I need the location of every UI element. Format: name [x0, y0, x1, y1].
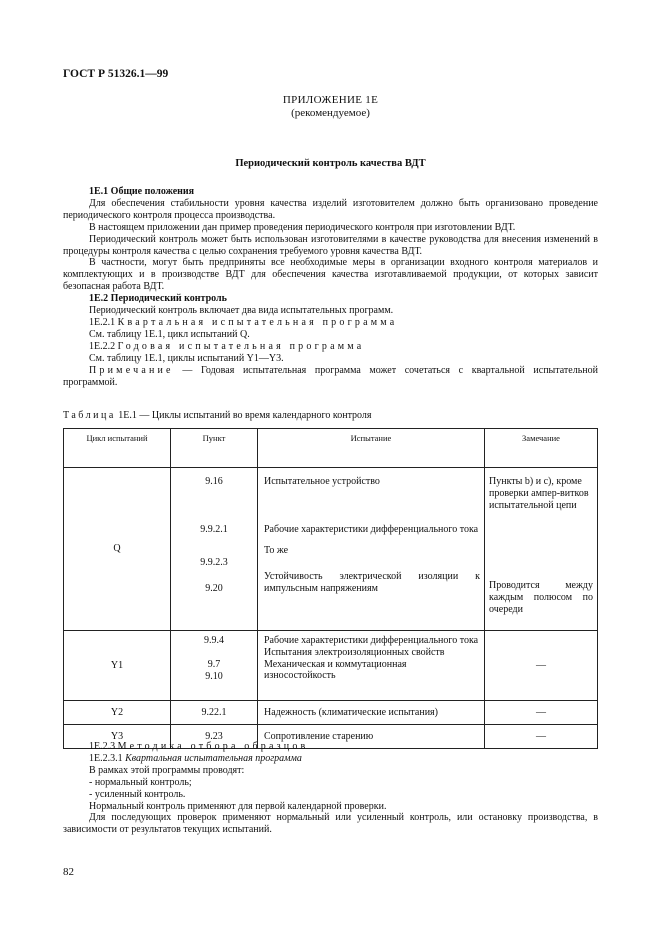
subsection-heading [63, 753, 598, 765]
table-header-row [64, 429, 598, 468]
item-cell: 9.22.1 [171, 701, 258, 725]
test-cell [258, 468, 485, 631]
test-cycles-table [63, 428, 598, 749]
body-text [63, 186, 598, 388]
item-value: 9.10 [205, 670, 223, 682]
test-value: То же [264, 544, 289, 556]
subsection-number: 1Е.2.3.1 [89, 752, 123, 764]
table-row-y2 [64, 701, 598, 725]
item-cell [171, 468, 258, 631]
test-cell: Надежность (климатические испытания) [258, 701, 485, 725]
test-value: Испытательное устройство [264, 476, 380, 487]
test-cell [258, 631, 485, 701]
subsection-title: Квартальная испытательная программа [125, 752, 302, 764]
subsection-number: 1Е.2.3 [89, 741, 116, 752]
item-value: 9.16 [205, 476, 223, 487]
cycle-cell: Y3 [64, 725, 171, 749]
test-value: Испытания электроизоляционных свойств [264, 646, 445, 658]
test-value: Рабочие характеристики дифференциального тока [264, 523, 479, 535]
remark-value: Проводится между каждым полюсом по очереди [489, 580, 593, 615]
paragraph: Для обеспечения стабильности уровня качества изделий изготовителем должно быть организовано проведение периодического контроля процесса производства. [63, 197, 598, 221]
table-row-q [64, 468, 598, 631]
list-item: - нормальный контроль; [89, 776, 192, 788]
subsection-title: Методика отбора образцов [117, 741, 309, 752]
document-title: Периодический контроль качества ВДТ [235, 158, 426, 169]
note-label: Примечание [89, 364, 174, 376]
subsection-number: 1Е.2.2 [89, 340, 116, 352]
column-header-item: Пункт [171, 429, 258, 468]
cycle-cell: Y2 [64, 701, 171, 725]
remark-cell [485, 468, 598, 631]
section-heading: 1Е.1 Общие положения [89, 186, 195, 197]
table-caption-text: 1Е.1 — Циклы испытаний во время календарного контроля [115, 410, 372, 421]
note [63, 365, 598, 389]
cycle-cell: Y1 [64, 631, 171, 701]
test-cell: Сопротивление старению [258, 725, 485, 749]
test-value: Рабочие характеристики дифференциального тока [264, 635, 479, 646]
subsection-title: Квартальная испытательная программа [117, 316, 398, 328]
document-header: ГОСТ Р 51326.1—99 [63, 68, 169, 80]
column-header-cycle: Цикл испытаний [64, 429, 171, 468]
test-value: Устойчивость электрической изоляции к импульсным напряжениям [264, 571, 480, 595]
remark-cell: — [485, 725, 598, 749]
column-header-test: Испытание [258, 429, 485, 468]
note-text: — Годовая испытательная программа может сочетаться с квартальной испытательной программой. [63, 364, 598, 388]
subsection-number: 1Е.2.1 [89, 316, 116, 328]
remark-value: Пункты b) и с), кроме проверки ампер-витков испытательной цепи [489, 476, 589, 511]
appendix-title: ПРИЛОЖЕНИЕ 1Е [282, 94, 379, 106]
item-value: 9.9.2.1 [200, 523, 228, 535]
test-value: Механическая и коммутационная износостойкость [264, 658, 407, 682]
paragraph: См. таблицу 1Е.1, циклы испытаний Y1—Y3. [89, 352, 284, 364]
subsection-heading [63, 341, 598, 353]
subsection-title: Годовая испытательная программа [117, 340, 365, 352]
item-cell: 9.23 [171, 725, 258, 749]
table-caption [63, 410, 372, 421]
subsection-heading [63, 317, 598, 329]
paragraph: См. таблицу 1Е.1, цикл испытаний Q. [89, 328, 250, 340]
section-heading: 1Е.2 Периодический контроль [89, 293, 227, 305]
paragraph: Для последующих проверок применяют нормальный или усиленный контроль, или остановку производства, в зависимости от результатов текущих испытаний. [63, 812, 598, 836]
paragraph: В рамках этой программы проводят: [89, 764, 245, 776]
after-table-text [63, 741, 598, 836]
table-row-y1 [64, 631, 598, 701]
remark-cell: — [485, 701, 598, 725]
item-value: 9.7 [207, 658, 221, 670]
item-cell [171, 631, 258, 701]
item-value: 9.20 [205, 583, 223, 595]
page-number: 82 [63, 866, 74, 878]
paragraph: Нормальный контроль применяют для первой календарной проверки. [89, 800, 387, 812]
remark-cell: — [485, 631, 598, 701]
table-caption-label: Таблица [63, 410, 116, 421]
paragraph: Периодический контроль может быть использован изготовителями в качестве руководства для внесения изменений в процедуры контроля качества с целью сохранения требуемого уровня качества ВДТ. [63, 233, 598, 257]
cycle-cell: Q [64, 468, 171, 631]
paragraph: Периодический контроль включает два вида испытательных программ. [89, 305, 394, 317]
paragraph: В настоящем приложении дан пример проведения периодического контроля при изготовлении ВДТ. [89, 221, 516, 233]
item-value: 9.9.2.3 [200, 556, 228, 568]
appendix-subtitle: (рекомендуемое) [291, 107, 370, 119]
subsection-heading [63, 741, 598, 753]
column-header-remark: Замечание [485, 429, 598, 468]
paragraph: В частности, могут быть предприняты все необходимые меры в организации входного контроля материалов и комплектующих и в производстве ВДТ для обеспечения качества изготавливаемой продукции, от которых зависит безопасная работа ВДТ. [63, 257, 598, 293]
item-value: 9.9.4 [204, 635, 224, 646]
list-item: - усиленный контроль. [89, 788, 186, 800]
